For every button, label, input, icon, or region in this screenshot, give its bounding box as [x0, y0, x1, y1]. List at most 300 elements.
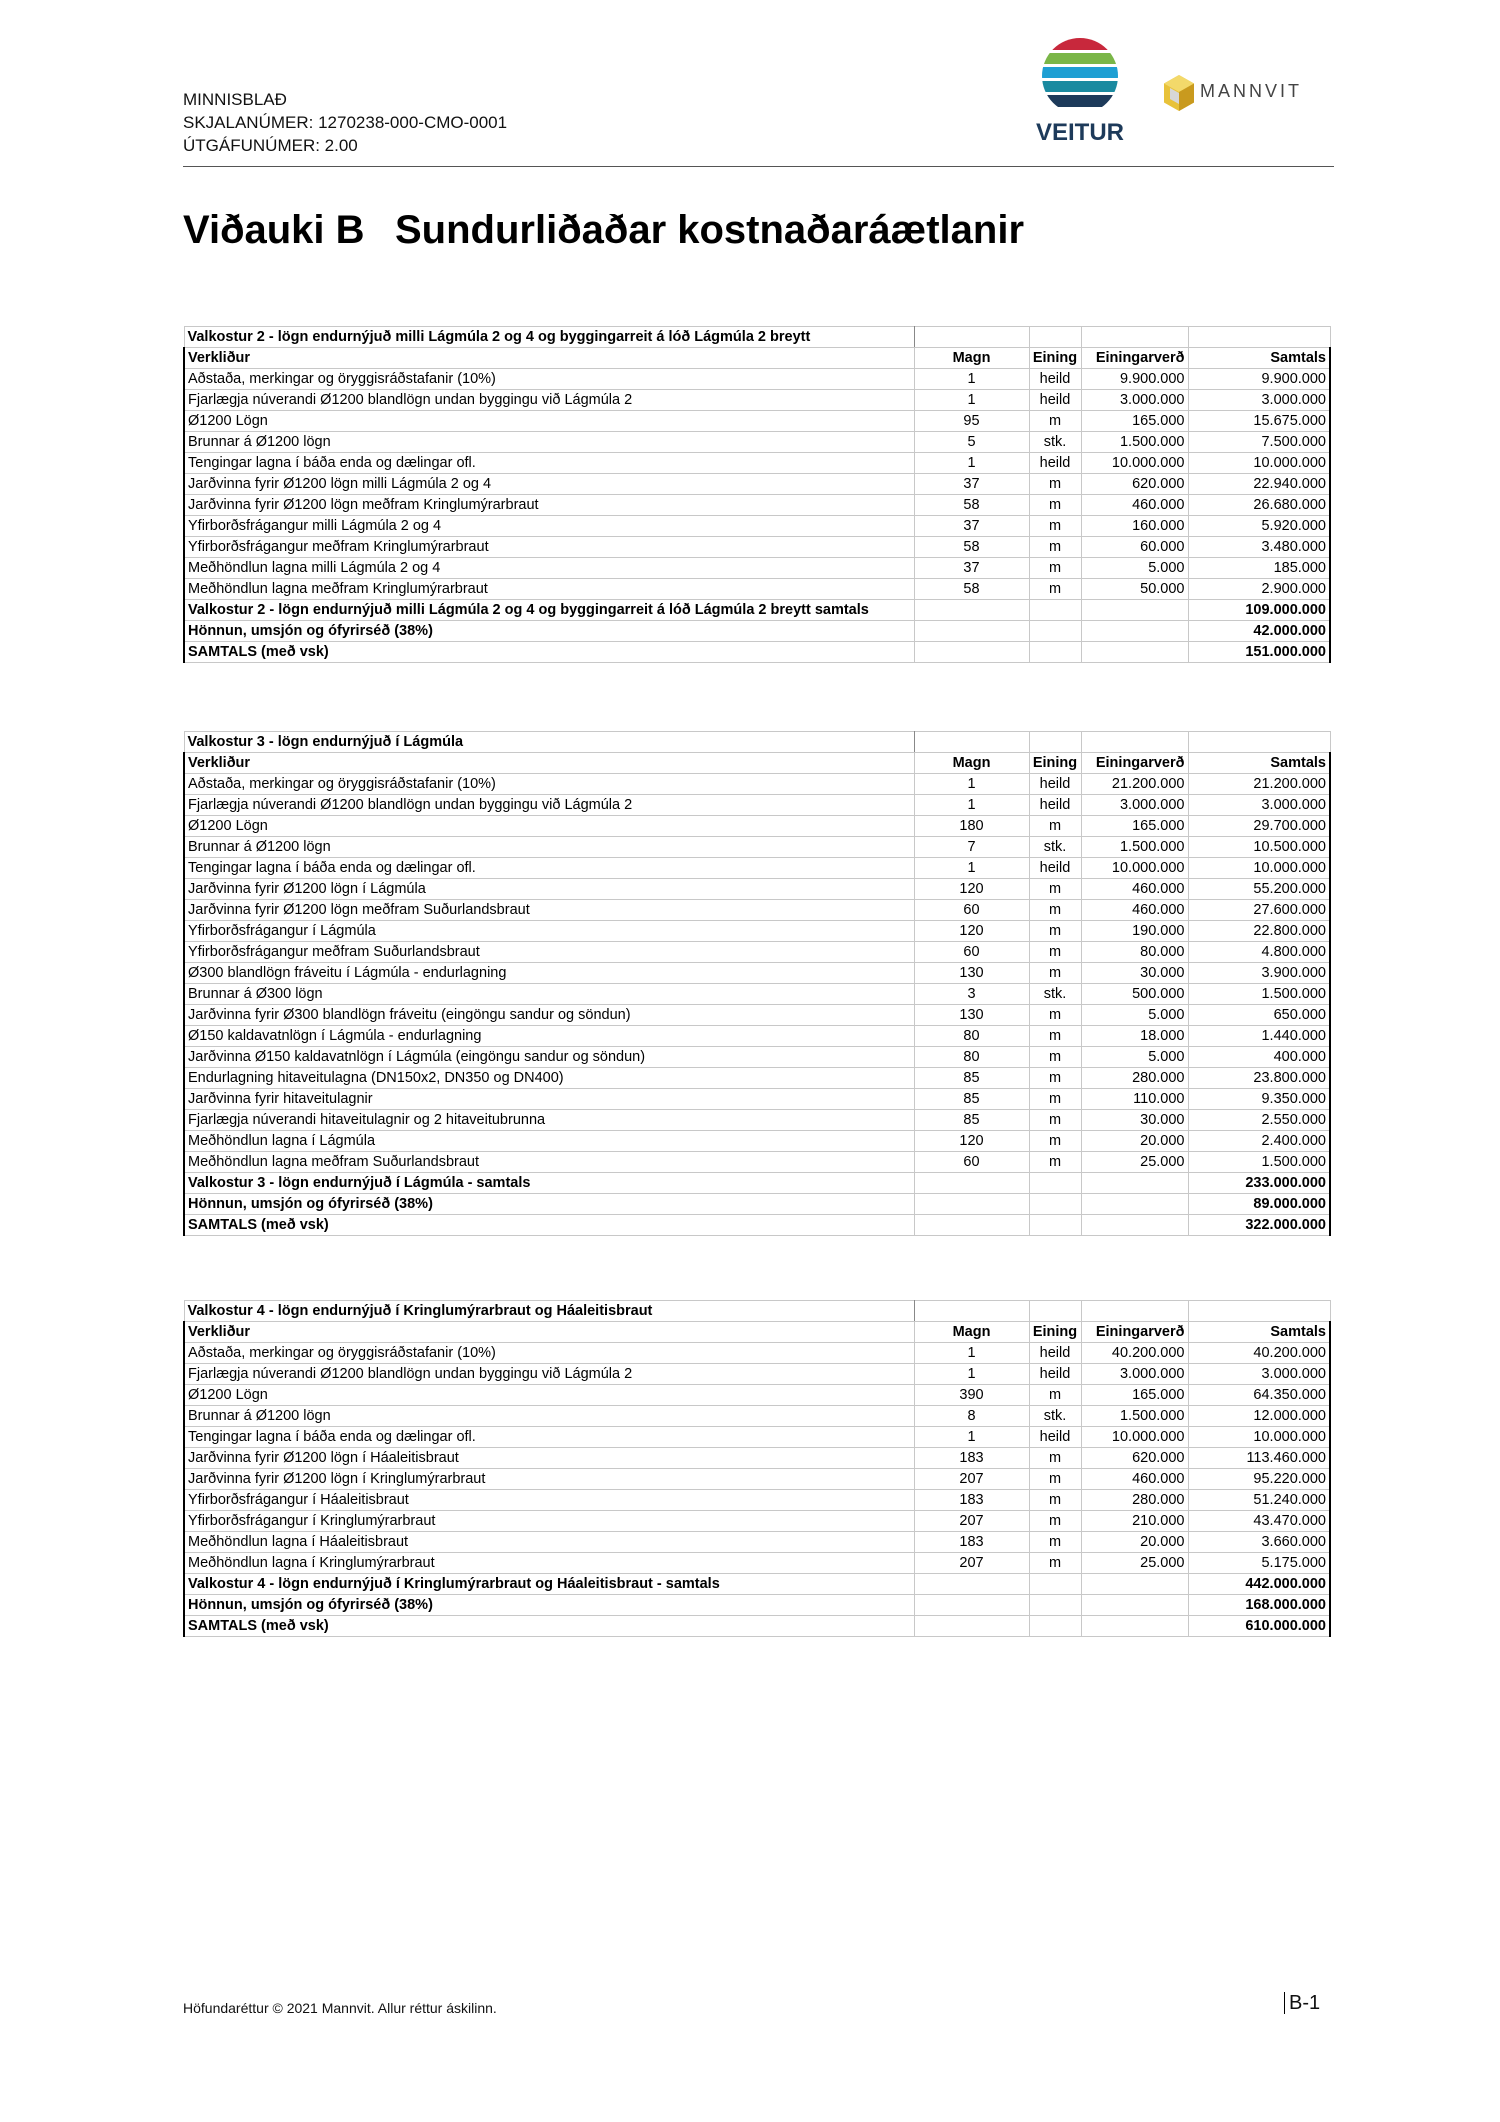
cell-total: 22.800.000 [1188, 921, 1330, 942]
cell-unit-price: 20.000 [1081, 1532, 1188, 1553]
cell-qty: 60 [914, 1152, 1029, 1173]
cell-item: Jarðvinna fyrir Ø1200 lögn meðfram Suðurlandsbraut [184, 900, 914, 921]
cell-total: 3.480.000 [1188, 537, 1330, 558]
total-value: 610.000.000 [1188, 1616, 1330, 1637]
cell-qty: 1 [914, 1427, 1029, 1448]
cell-qty: 180 [914, 816, 1029, 837]
cell-unit: m [1029, 411, 1081, 432]
cell-unit-price: 280.000 [1081, 1068, 1188, 1089]
cell-unit-price: 160.000 [1081, 516, 1188, 537]
table-row [184, 942, 1330, 963]
cell-unit-price: 5.000 [1081, 558, 1188, 579]
cell-unit: m [1029, 1089, 1081, 1110]
cell-unit: m [1029, 1532, 1081, 1553]
cell-item: Brunnar á Ø300 lögn [184, 984, 914, 1005]
empty-cell [914, 327, 1029, 348]
cell-qty: 85 [914, 1110, 1029, 1131]
table-header-row [184, 348, 1330, 369]
table-row [184, 432, 1330, 453]
column-header-unit-price: Einingarverð [1081, 753, 1188, 774]
empty-cell [914, 1595, 1029, 1616]
cell-total: 113.460.000 [1188, 1448, 1330, 1469]
cell-item: Meðhöndlun lagna meðfram Kringlumýrarbraut [184, 579, 914, 600]
table-row [184, 390, 1330, 411]
total-label: SAMTALS (með vsk) [184, 1215, 914, 1236]
empty-cell [1029, 1215, 1081, 1236]
table-header-row [184, 753, 1330, 774]
cell-qty: 207 [914, 1469, 1029, 1490]
cell-qty: 58 [914, 579, 1029, 600]
empty-cell [1029, 621, 1081, 642]
cell-total: 23.800.000 [1188, 1068, 1330, 1089]
mannvit-logo-icon [1162, 74, 1196, 112]
appendix-label: Viðauki B [183, 208, 365, 252]
empty-cell [1188, 327, 1330, 348]
table-row [184, 495, 1330, 516]
cell-total: 40.200.000 [1188, 1343, 1330, 1364]
cell-total: 3.660.000 [1188, 1532, 1330, 1553]
table-row [184, 1089, 1330, 1110]
cell-total: 10.500.000 [1188, 837, 1330, 858]
cell-unit-price: 60.000 [1081, 537, 1188, 558]
cell-unit-price: 3.000.000 [1081, 1364, 1188, 1385]
summary-row [184, 600, 1330, 621]
cell-qty: 120 [914, 879, 1029, 900]
empty-cell [1081, 621, 1188, 642]
cell-qty: 1 [914, 1364, 1029, 1385]
cell-unit-price: 500.000 [1081, 984, 1188, 1005]
table-row [184, 816, 1330, 837]
cell-unit-price: 165.000 [1081, 411, 1188, 432]
total-row [184, 1616, 1330, 1637]
empty-cell [1188, 732, 1330, 753]
cell-unit: heild [1029, 858, 1081, 879]
cell-item: Meðhöndlun lagna í Lágmúla [184, 1131, 914, 1152]
empty-cell [914, 1173, 1029, 1194]
cell-unit: m [1029, 1490, 1081, 1511]
cell-total: 5.175.000 [1188, 1553, 1330, 1574]
cell-unit: stk. [1029, 432, 1081, 453]
table-row [184, 1427, 1330, 1448]
empty-cell [914, 1574, 1029, 1595]
cell-qty: 183 [914, 1448, 1029, 1469]
cell-item: Aðstaða, merkingar og öryggisráðstafanir (10%) [184, 369, 914, 390]
cell-qty: 1 [914, 858, 1029, 879]
cell-total: 5.920.000 [1188, 516, 1330, 537]
table-row [184, 1343, 1330, 1364]
design-label: Hönnun, umsjón og ófyrirséð (38%) [184, 621, 914, 642]
column-header-unit: Eining [1029, 348, 1081, 369]
cell-total: 51.240.000 [1188, 1490, 1330, 1511]
cell-unit: m [1029, 558, 1081, 579]
cell-unit-price: 10.000.000 [1081, 1427, 1188, 1448]
cell-total: 3.000.000 [1188, 390, 1330, 411]
table-title: Valkostur 3 - lögn endurnýjuð í Lágmúla [184, 732, 914, 753]
column-header-total: Samtals [1188, 1322, 1330, 1343]
cell-unit: m [1029, 900, 1081, 921]
cell-item: Fjarlægja núverandi Ø1200 blandlögn undan byggingu við Lágmúla 2 [184, 795, 914, 816]
column-header-total: Samtals [1188, 348, 1330, 369]
cell-item: Yfirborðsfrágangur meðfram Kringlumýrarbraut [184, 537, 914, 558]
cell-qty: 1 [914, 390, 1029, 411]
cell-unit-price: 20.000 [1081, 1131, 1188, 1152]
cell-item: Ø300 blandlögn fráveitu í Lágmúla - endurlagning [184, 963, 914, 984]
table-row [184, 558, 1330, 579]
cell-item: Jarðvinna fyrir Ø1200 lögn í Kringlumýrarbraut [184, 1469, 914, 1490]
cell-unit-price: 25.000 [1081, 1553, 1188, 1574]
summary-row [184, 1574, 1330, 1595]
cell-item: Brunnar á Ø1200 lögn [184, 432, 914, 453]
empty-cell [1081, 732, 1188, 753]
summary-value: 233.000.000 [1188, 1173, 1330, 1194]
cell-total: 1.440.000 [1188, 1026, 1330, 1047]
empty-cell [1081, 642, 1188, 663]
cell-unit: m [1029, 495, 1081, 516]
cell-unit-price: 50.000 [1081, 579, 1188, 600]
cell-unit-price: 40.200.000 [1081, 1343, 1188, 1364]
design-row [184, 1595, 1330, 1616]
cell-total: 15.675.000 [1188, 411, 1330, 432]
cell-qty: 7 [914, 837, 1029, 858]
doc-version: ÚTGÁFUNÚMER: 2.00 [183, 136, 358, 155]
cell-qty: 5 [914, 432, 1029, 453]
cell-qty: 60 [914, 900, 1029, 921]
empty-cell [1081, 1595, 1188, 1616]
cell-item: Tengingar lagna í báða enda og dælingar ofl. [184, 858, 914, 879]
cell-qty: 130 [914, 1005, 1029, 1026]
cell-item: Aðstaða, merkingar og öryggisráðstafanir (10%) [184, 1343, 914, 1364]
cell-qty: 390 [914, 1385, 1029, 1406]
cell-unit-price: 18.000 [1081, 1026, 1188, 1047]
cell-unit: m [1029, 1005, 1081, 1026]
doc-number: SKJALANÚMER: 1270238-000-CMO-0001 [183, 113, 508, 132]
cell-qty: 60 [914, 942, 1029, 963]
cell-total: 1.500.000 [1188, 984, 1330, 1005]
cell-unit: m [1029, 1385, 1081, 1406]
cell-unit: m [1029, 1026, 1081, 1047]
cell-qty: 95 [914, 411, 1029, 432]
cell-unit: m [1029, 879, 1081, 900]
table-row [184, 984, 1330, 1005]
cost-table-3 [183, 731, 1331, 1236]
design-label: Hönnun, umsjón og ófyrirséð (38%) [184, 1194, 914, 1215]
cell-qty: 58 [914, 495, 1029, 516]
cell-total: 1.500.000 [1188, 1152, 1330, 1173]
design-row [184, 621, 1330, 642]
cell-total: 650.000 [1188, 1005, 1330, 1026]
table-row [184, 453, 1330, 474]
cell-unit: m [1029, 1448, 1081, 1469]
column-header-unit-price: Einingarverð [1081, 1322, 1188, 1343]
table-row [184, 537, 1330, 558]
cell-qty: 37 [914, 516, 1029, 537]
cell-total: 10.000.000 [1188, 453, 1330, 474]
cell-unit: heild [1029, 453, 1081, 474]
mannvit-logo-text: MANNVIT [1200, 81, 1302, 101]
table-title-row [184, 327, 1330, 348]
empty-cell [1081, 1173, 1188, 1194]
cell-qty: 85 [914, 1089, 1029, 1110]
cell-qty: 120 [914, 921, 1029, 942]
cell-item: Fjarlægja núverandi hitaveitulagnir og 2 hitaveitubrunna [184, 1110, 914, 1131]
cell-item: Yfirborðsfrágangur meðfram Suðurlandsbraut [184, 942, 914, 963]
total-value: 322.000.000 [1188, 1215, 1330, 1236]
table-row [184, 474, 1330, 495]
table-title: Valkostur 2 - lögn endurnýjuð milli Lágmúla 2 og 4 og byggingarreit á lóð Lágmúla 2 breytt [184, 327, 914, 348]
cell-unit-price: 165.000 [1081, 1385, 1188, 1406]
cell-item: Ø1200 Lögn [184, 816, 914, 837]
cell-unit: m [1029, 1131, 1081, 1152]
document-header [183, 88, 507, 157]
cell-qty: 1 [914, 369, 1029, 390]
cell-item: Yfirborðsfrágangur í Kringlumýrarbraut [184, 1511, 914, 1532]
table-row [184, 411, 1330, 432]
cell-total: 55.200.000 [1188, 879, 1330, 900]
empty-cell [1081, 1215, 1188, 1236]
cell-unit-price: 1.500.000 [1081, 837, 1188, 858]
cell-qty: 8 [914, 1406, 1029, 1427]
empty-cell [914, 1215, 1029, 1236]
empty-cell [1029, 327, 1081, 348]
empty-cell [914, 1616, 1029, 1637]
cell-total: 22.940.000 [1188, 474, 1330, 495]
cell-unit-price: 460.000 [1081, 495, 1188, 516]
cell-unit-price: 460.000 [1081, 900, 1188, 921]
empty-cell [1029, 642, 1081, 663]
table-row [184, 1553, 1330, 1574]
cell-unit-price: 1.500.000 [1081, 432, 1188, 453]
empty-cell [1081, 1194, 1188, 1215]
column-header-unit: Eining [1029, 753, 1081, 774]
cell-qty: 37 [914, 558, 1029, 579]
cell-unit-price: 30.000 [1081, 963, 1188, 984]
cell-item: Jarðvinna fyrir Ø1200 lögn í Lágmúla [184, 879, 914, 900]
empty-cell [1081, 1574, 1188, 1595]
cell-unit: heild [1029, 795, 1081, 816]
cell-unit: heild [1029, 774, 1081, 795]
table-row [184, 579, 1330, 600]
total-row [184, 642, 1330, 663]
cell-total: 2.550.000 [1188, 1110, 1330, 1131]
empty-cell [1029, 1574, 1081, 1595]
cell-total: 9.350.000 [1188, 1089, 1330, 1110]
cell-unit: heild [1029, 1364, 1081, 1385]
footer-copyright: Höfundaréttur © 2021 Mannvit. Allur réttur áskilinn. [183, 2000, 497, 2016]
empty-cell [914, 732, 1029, 753]
table-row [184, 963, 1330, 984]
table-row [184, 1448, 1330, 1469]
cell-total: 27.600.000 [1188, 900, 1330, 921]
table-row [184, 837, 1330, 858]
cell-unit-price: 280.000 [1081, 1490, 1188, 1511]
cell-total: 43.470.000 [1188, 1511, 1330, 1532]
cell-total: 3.000.000 [1188, 1364, 1330, 1385]
cell-total: 2.400.000 [1188, 1131, 1330, 1152]
cell-item: Yfirborðsfrágangur í Háaleitisbraut [184, 1490, 914, 1511]
cell-unit: heild [1029, 369, 1081, 390]
cell-unit-price: 5.000 [1081, 1005, 1188, 1026]
table-row [184, 900, 1330, 921]
cell-qty: 80 [914, 1026, 1029, 1047]
table-row [184, 1068, 1330, 1089]
cell-unit-price: 25.000 [1081, 1152, 1188, 1173]
table-row [184, 795, 1330, 816]
appendix-title: Sundurliðaðar kostnaðaráætlanir [395, 208, 1025, 252]
cell-qty: 85 [914, 1068, 1029, 1089]
cell-item: Endurlagning hitaveitulagna (DN150x2, DN350 og DN400) [184, 1068, 914, 1089]
cell-item: Tengingar lagna í báða enda og dælingar ofl. [184, 1427, 914, 1448]
cell-total: 10.000.000 [1188, 858, 1330, 879]
cell-unit-price: 3.000.000 [1081, 795, 1188, 816]
summary-label: Valkostur 3 - lögn endurnýjuð í Lágmúla - samtals [184, 1173, 914, 1194]
table-row [184, 1047, 1330, 1068]
cell-unit-price: 620.000 [1081, 474, 1188, 495]
cell-item: Ø1200 Lögn [184, 411, 914, 432]
summary-row [184, 1173, 1330, 1194]
table-row [184, 1490, 1330, 1511]
cell-qty: 58 [914, 537, 1029, 558]
cell-unit-price: 30.000 [1081, 1110, 1188, 1131]
design-label: Hönnun, umsjón og ófyrirséð (38%) [184, 1595, 914, 1616]
cell-qty: 130 [914, 963, 1029, 984]
empty-cell [1081, 1616, 1188, 1637]
empty-cell [1029, 1301, 1081, 1322]
page-title [183, 206, 1024, 254]
cell-item: Meðhöndlun lagna í Kringlumýrarbraut [184, 1553, 914, 1574]
cell-unit: heild [1029, 1427, 1081, 1448]
cell-unit-price: 1.500.000 [1081, 1406, 1188, 1427]
table-title: Valkostur 4 - lögn endurnýjuð í Kringlumýrarbraut og Háaleitisbraut [184, 1301, 914, 1322]
summary-value: 442.000.000 [1188, 1574, 1330, 1595]
cost-table-2 [183, 326, 1331, 663]
table-row [184, 369, 1330, 390]
column-header-unit: Eining [1029, 1322, 1081, 1343]
cell-total: 3.900.000 [1188, 963, 1330, 984]
summary-label: Valkostur 4 - lögn endurnýjuð í Kringlumýrarbraut og Háaleitisbraut - samtals [184, 1574, 914, 1595]
table-row [184, 921, 1330, 942]
table-row [184, 516, 1330, 537]
cell-unit: m [1029, 963, 1081, 984]
cell-item: Meðhöndlun lagna meðfram Suðurlandsbraut [184, 1152, 914, 1173]
cell-unit-price: 210.000 [1081, 1511, 1188, 1532]
empty-cell [914, 621, 1029, 642]
table-row [184, 858, 1330, 879]
page-number: B-1 [1284, 1992, 1320, 2014]
column-header-item: Verkliður [184, 1322, 914, 1343]
header-divider [183, 166, 1334, 167]
cell-unit: stk. [1029, 837, 1081, 858]
cell-unit-price: 190.000 [1081, 921, 1188, 942]
table-header-row [184, 1322, 1330, 1343]
cell-item: Jarðvinna fyrir hitaveitulagnir [184, 1089, 914, 1110]
cell-qty: 1 [914, 453, 1029, 474]
table-row [184, 879, 1330, 900]
cell-unit: heild [1029, 1343, 1081, 1364]
cell-unit: m [1029, 1469, 1081, 1490]
veitur-logo-text: VEITUR [1035, 119, 1125, 146]
cell-item: Jarðvinna fyrir Ø1200 lögn í Háaleitisbraut [184, 1448, 914, 1469]
cell-total: 2.900.000 [1188, 579, 1330, 600]
cell-total: 26.680.000 [1188, 495, 1330, 516]
cell-unit: m [1029, 1152, 1081, 1173]
empty-cell [1029, 1616, 1081, 1637]
cell-total: 12.000.000 [1188, 1406, 1330, 1427]
cell-unit: m [1029, 1110, 1081, 1131]
cell-unit-price: 3.000.000 [1081, 390, 1188, 411]
cell-item: Fjarlægja núverandi Ø1200 blandlögn undan byggingu við Lágmúla 2 [184, 390, 914, 411]
cell-total: 4.800.000 [1188, 942, 1330, 963]
design-value: 89.000.000 [1188, 1194, 1330, 1215]
table-title-row [184, 1301, 1330, 1322]
empty-cell [1029, 732, 1081, 753]
cell-total: 185.000 [1188, 558, 1330, 579]
table-row [184, 1532, 1330, 1553]
cell-unit: m [1029, 1511, 1081, 1532]
cell-item: Jarðvinna fyrir Ø1200 lögn meðfram Kringlumýrarbraut [184, 495, 914, 516]
cell-total: 64.350.000 [1188, 1385, 1330, 1406]
table-row [184, 1364, 1330, 1385]
cell-item: Brunnar á Ø1200 lögn [184, 837, 914, 858]
column-header-item: Verkliður [184, 753, 914, 774]
cell-item: Jarðvinna fyrir Ø300 blandlögn fráveitu (eingöngu sandur og söndun) [184, 1005, 914, 1026]
cell-qty: 207 [914, 1553, 1029, 1574]
cell-unit: m [1029, 474, 1081, 495]
cell-item: Fjarlægja núverandi Ø1200 blandlögn undan byggingu við Lágmúla 2 [184, 1364, 914, 1385]
cell-qty: 1 [914, 1343, 1029, 1364]
cost-table-4 [183, 1300, 1331, 1637]
empty-cell [1029, 600, 1081, 621]
cell-qty: 1 [914, 795, 1029, 816]
cell-total: 3.000.000 [1188, 795, 1330, 816]
table-row [184, 1005, 1330, 1026]
column-header-qty: Magn [914, 348, 1029, 369]
design-row [184, 1194, 1330, 1215]
cell-qty: 80 [914, 1047, 1029, 1068]
cell-unit: m [1029, 1068, 1081, 1089]
cell-total: 9.900.000 [1188, 369, 1330, 390]
column-header-total: Samtals [1188, 753, 1330, 774]
design-value: 42.000.000 [1188, 621, 1330, 642]
cell-unit: heild [1029, 390, 1081, 411]
cell-item: Meðhöndlun lagna milli Lágmúla 2 og 4 [184, 558, 914, 579]
cell-qty: 120 [914, 1131, 1029, 1152]
summary-label: Valkostur 2 - lögn endurnýjuð milli Lágmúla 2 og 4 og byggingarreit á lóð Lágmúla 2 breytt samtals [184, 600, 914, 621]
cell-total: 95.220.000 [1188, 1469, 1330, 1490]
cell-total: 21.200.000 [1188, 774, 1330, 795]
cell-unit: m [1029, 579, 1081, 600]
empty-cell [914, 1301, 1029, 1322]
cell-qty: 1 [914, 774, 1029, 795]
veitur-logo [1030, 36, 1130, 146]
cell-unit: m [1029, 537, 1081, 558]
cell-unit-price: 5.000 [1081, 1047, 1188, 1068]
doc-type: MINNISBLAÐ [183, 90, 287, 109]
cell-qty: 183 [914, 1532, 1029, 1553]
total-label: SAMTALS (með vsk) [184, 642, 914, 663]
empty-cell [1029, 1173, 1081, 1194]
column-header-item: Verkliður [184, 348, 914, 369]
cell-qty: 207 [914, 1511, 1029, 1532]
cell-unit-price: 80.000 [1081, 942, 1188, 963]
table-row [184, 1511, 1330, 1532]
empty-cell [1081, 327, 1188, 348]
cell-item: Yfirborðsfrágangur í Lágmúla [184, 921, 914, 942]
cell-unit: m [1029, 1553, 1081, 1574]
summary-value: 109.000.000 [1188, 600, 1330, 621]
table-row [184, 774, 1330, 795]
cell-unit: m [1029, 816, 1081, 837]
column-header-unit-price: Einingarverð [1081, 348, 1188, 369]
